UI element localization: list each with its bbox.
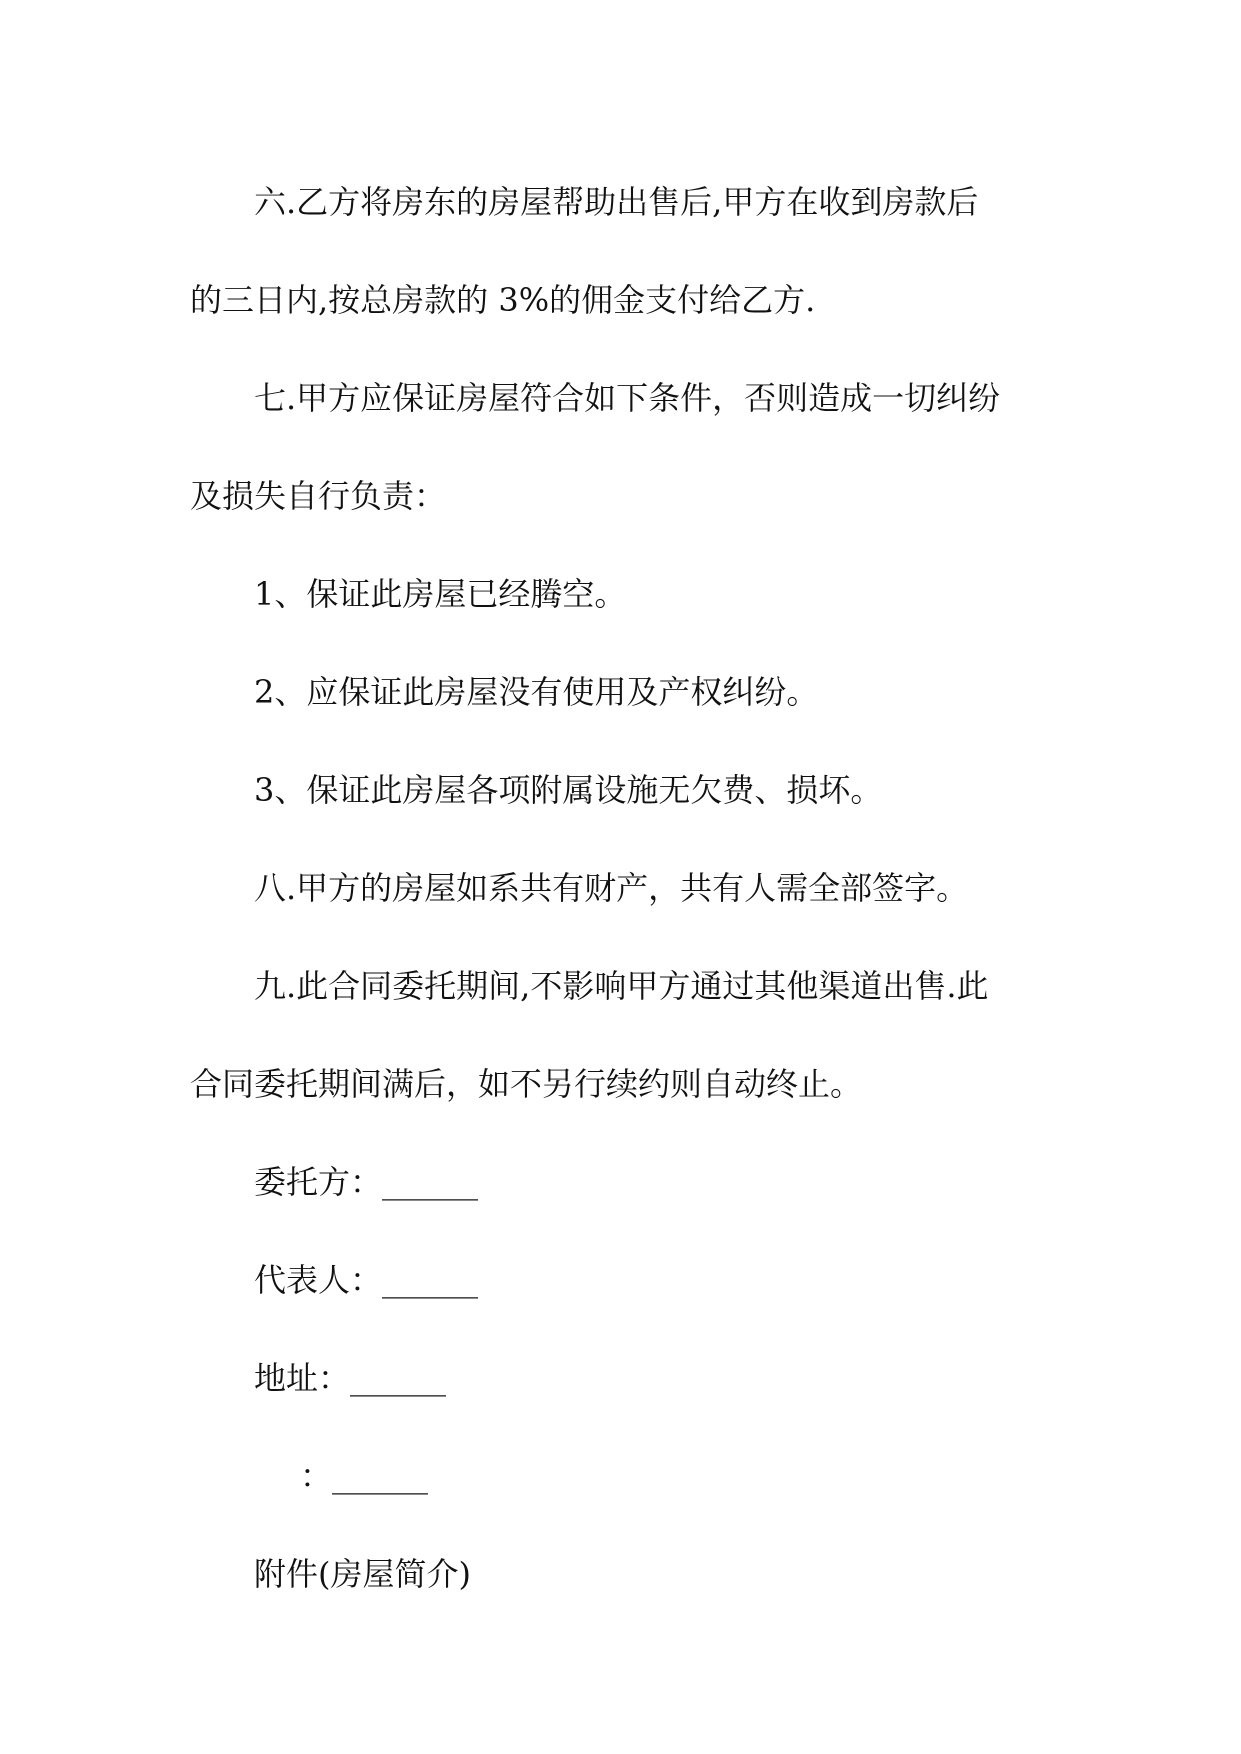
signature-address: 地址：______ [254,1359,447,1397]
clause-7-line-1: 七.甲方应保证房屋符合如下条件，否则造成一切纠纷 [254,379,1001,417]
attachment-note: 附件(房屋简介) [254,1555,471,1593]
condition-1: 1、保证此房屋已经腾空。 [254,575,627,613]
signature-representative: 代表人：______ [254,1261,479,1299]
clause-7-line-2: 及损失自行负责： [190,477,447,515]
clause-8: 八.甲方的房屋如系共有财产，共有人需全部签字。 [254,869,969,907]
clause-6-line-1: 六.乙方将房东的房屋帮助出售后,甲方在收到房款后 [254,183,979,221]
condition-3: 3、保证此房屋各项附属设施无欠费、损坏。 [254,771,883,809]
signature-blank-field: ：______ [300,1457,429,1495]
clause-6-line-2: 的三日内,按总房款的 3%的佣金支付给乙方. [190,281,816,319]
clause-9-line-2: 合同委托期间满后，如不另行续约则自动终止。 [190,1065,863,1103]
signature-principal: 委托方：______ [254,1163,479,1201]
condition-2: 2、应保证此房屋没有使用及产权纠纷。 [254,673,819,711]
clause-9-line-1: 九.此合同委托期间,不影响甲方通过其他渠道出售.此 [254,967,989,1005]
